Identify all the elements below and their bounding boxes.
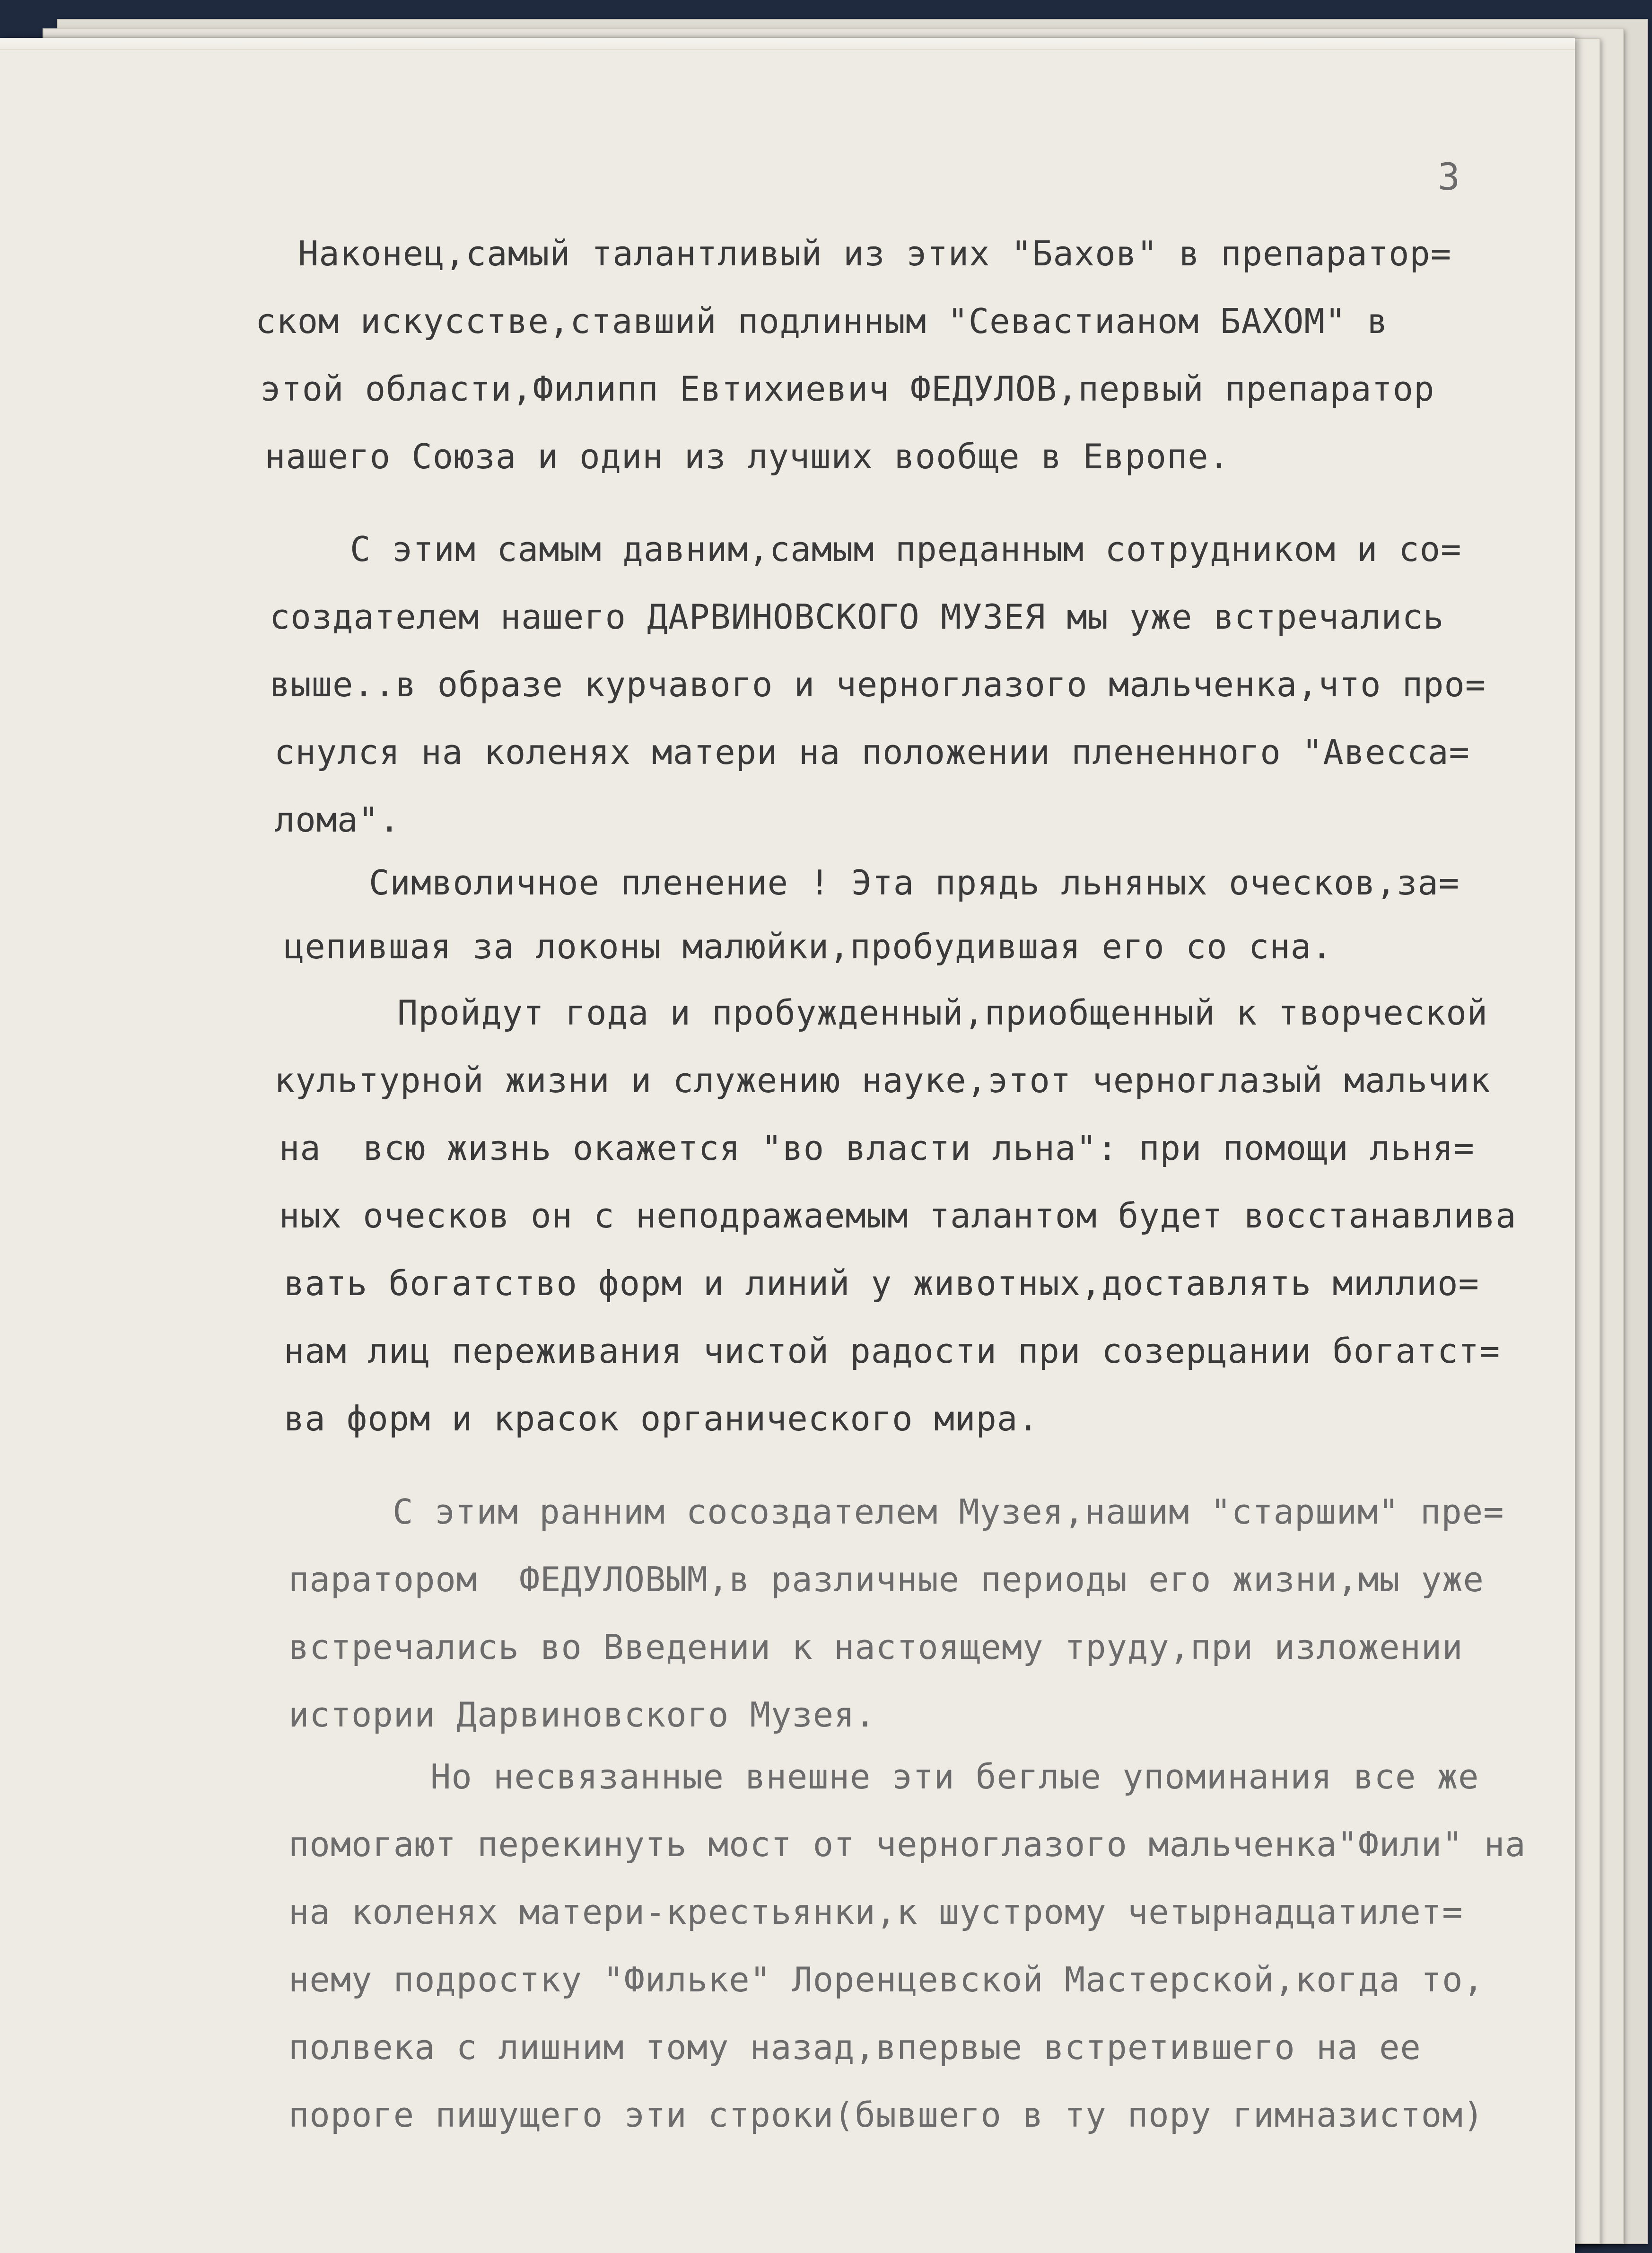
text-line: помогают перекинуть мост от черноглазого мальченка"Фили" на: [288, 1824, 1526, 1864]
typewritten-page: [0, 38, 1575, 2253]
text-line: снулся на коленях матери на положении плененного "Авесса=: [274, 732, 1470, 772]
text-line: Но несвязанные внешне эти беглые упоминания все же: [430, 1757, 1479, 1797]
page-number: 3: [1438, 156, 1460, 199]
text-line: ском искусстве,ставший подлинным "Севастианом БАХОМ" в: [255, 301, 1388, 341]
text-line: выше..в образе курчавого и черноглазого мальченка,что про=: [270, 665, 1486, 704]
text-line: цепившая за локоны малюйки,пробудившая его со сна.: [284, 927, 1333, 966]
text-line: ных оческов он с неподражаемым талантом будет восстанавлива: [279, 1196, 1517, 1236]
text-line: паратором ФЕДУЛОВЫМ,в различные периоды его жизни,мы уже: [288, 1560, 1484, 1599]
text-line: истории Дарвиновского Музея.: [288, 1695, 876, 1735]
text-line: этой области,Филипп Евтихиевич ФЕДУЛОВ,первый препаратор: [260, 369, 1435, 409]
text-line: нашего Союза и один из лучших вообще в Европе.: [265, 437, 1230, 476]
text-line: создателем нашего ДАРВИНОВСКОГО МУЗЕЯ мы уже встречались: [270, 597, 1444, 637]
text-line: полвека с лишним тому назад,впервые встретившего на ее: [288, 2027, 1421, 2067]
text-line: нему подростку "Фильке" Лоренцевской Мастерской,когда то,: [288, 1960, 1484, 1999]
text-line: Наконец,самый талантливый из этих "Бахов" в препаратор=: [298, 234, 1452, 273]
text-line: встречались во Введении к настоящему труду,при изложении: [288, 1627, 1463, 1667]
page-edge: [0, 38, 1575, 50]
text-line: нам лиц переживания чистой радости при созерцании богатст=: [284, 1331, 1501, 1371]
text-line: на всю жизнь окажется "во власти льна": при помощи льня=: [279, 1128, 1475, 1168]
text-line: пороге пишущего эти строки(бывшего в ту пору гимназистом): [288, 2095, 1484, 2135]
text-line: на коленях матери-крестьянки,к шустрому четырнадцатилет=: [288, 1892, 1463, 1932]
text-line: вать богатство форм и линий у животных,доставлять миллио=: [284, 1263, 1479, 1303]
text-line: Символичное пленение ! Эта прядь льняных оческов,за=: [369, 863, 1460, 903]
text-line: Пройдут года и пробужденный,приобщенный к творческой: [397, 993, 1488, 1033]
text-line: лома".: [274, 800, 401, 840]
text-line: С этим ранним сосоздателем Музея,нашим "старшим" пре=: [393, 1492, 1504, 1532]
text-line: ва форм и красок органического мира.: [284, 1399, 1039, 1438]
text-line: С этим самым давним,самым преданным сотрудником и со=: [350, 529, 1462, 569]
text-line: культурной жизни и служению науке,этот черноглазый мальчик: [274, 1061, 1491, 1100]
